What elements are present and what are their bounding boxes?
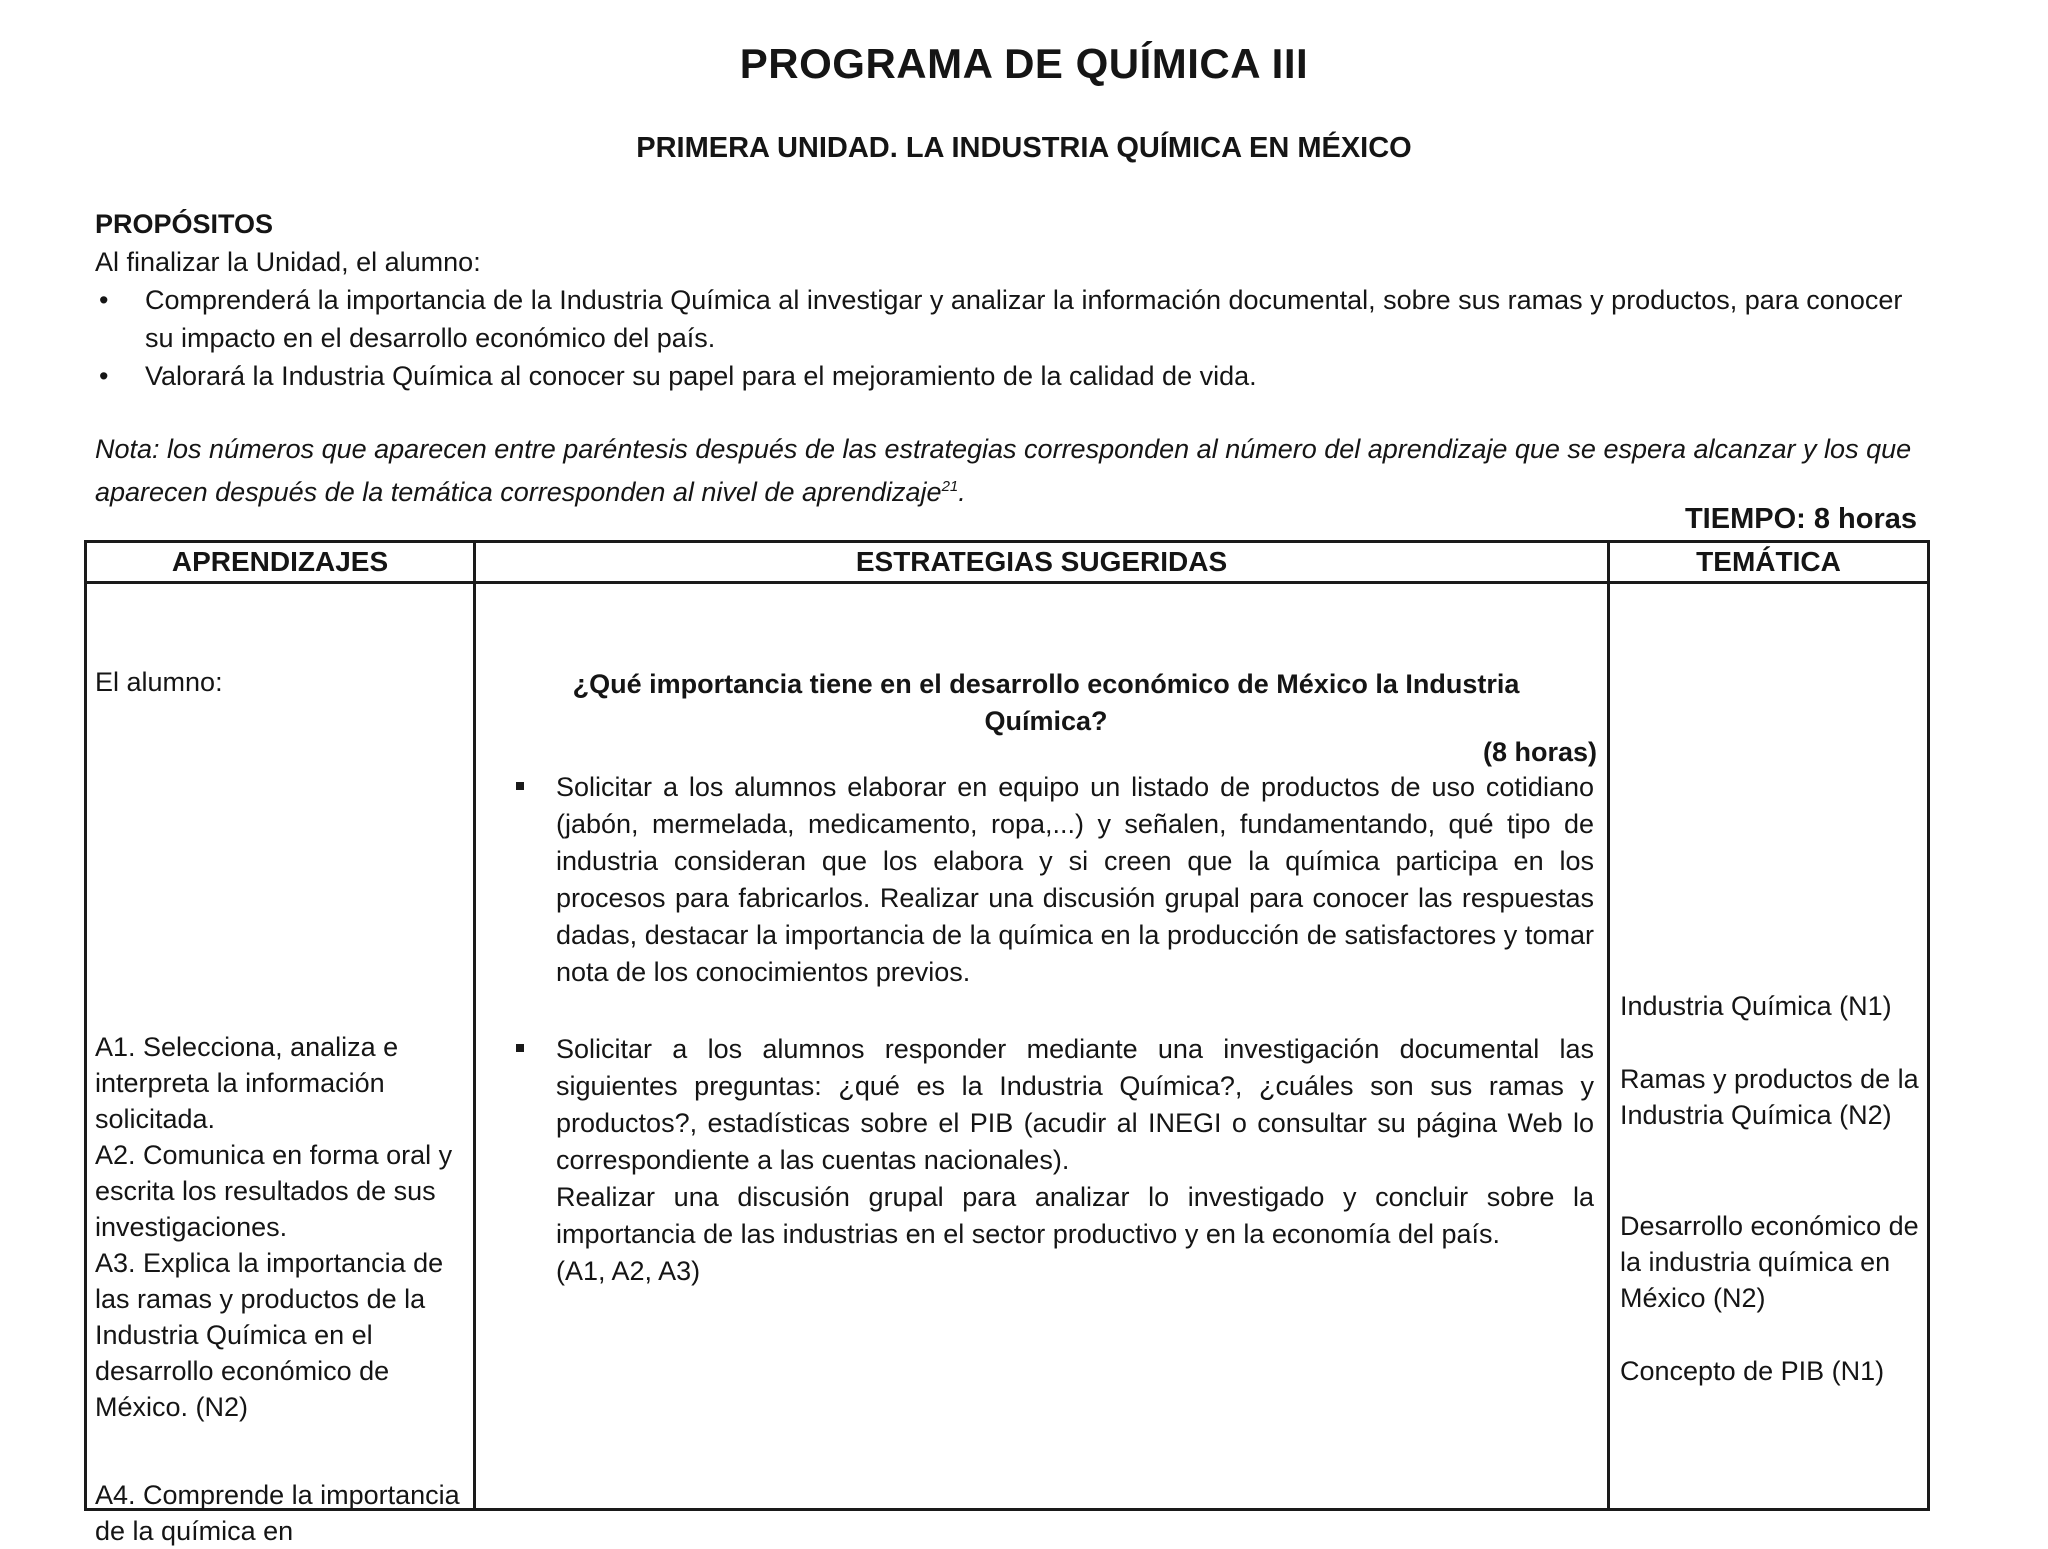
learning-outcomes bbox=[95, 1029, 465, 1425]
document-title: PROGRAMA DE QUÍMICA III bbox=[739, 40, 1309, 87]
strategy-text: Solicitar a los alumnos responder mediante una investigación documental las siguientes preguntas: ¿qué es la Industria Química?, ¿cuáles son sus ramas y productos?, estadísticas sobre el PIB (acudir al INEGI o consultar su página Web lo correspondiente a las cuentas nacionales). bbox=[556, 1034, 1594, 1175]
purpose-item: • Valorará la Industria Química al conocer su papel para el mejoramiento de la calidad de vida. bbox=[95, 357, 1925, 395]
topic-item: Ramas y productos de la Industria Química (N2) bbox=[1620, 1064, 1919, 1130]
purposes-section bbox=[95, 205, 1925, 395]
learning-intro: El alumno: bbox=[95, 667, 223, 697]
note-end: . bbox=[958, 477, 966, 507]
header-estrategias: ESTRATEGIAS SUGERIDAS bbox=[475, 542, 1609, 583]
header-aprendizajes: APRENDIZAJES bbox=[86, 542, 475, 583]
topic-item: Industria Química (N1) bbox=[1620, 991, 1892, 1021]
strategy-item bbox=[516, 1031, 1594, 1290]
purpose-item: • Comprenderá la importancia de la Industria Química al investigar y analizar la información documental, sobre sus ramas y productos, para conocer su impacto en el desarrollo económico del país. bbox=[95, 281, 1925, 357]
learning-cell bbox=[86, 583, 475, 1546]
header-tematica: TEMÁTICA bbox=[1609, 542, 1929, 583]
program-table bbox=[84, 540, 1930, 1546]
hours-label: (8 horas) bbox=[1482, 737, 1597, 767]
strategy-text: Solicitar a los alumnos elaborar en equipo un listado de productos de uso cotidiano (jabón, mermelada, medicamento, ropa,...) y señalen, fundamentando, qué tipo de industria consideran que los elabora y si creen que la química participa en los procesos para fabricarlos. Realizar una discusión grupal para conocer las respuestas dadas, destacar la importancia de la química en la producción de satisfactores y tomar nota de los conocimientos previos. bbox=[556, 772, 1594, 987]
purposes-intro: Al finalizar la Unidad, el alumno: bbox=[95, 247, 481, 277]
guiding-question: ¿Qué importancia tiene en el desarrollo económico de México la Industria Química? bbox=[572, 669, 1520, 736]
outcome-a1: A1. Selecciona, analiza e interpreta la información solicitada. bbox=[95, 1032, 399, 1134]
outcome-a3: A3. Explica la importancia de las ramas y productos de la Industria Química en el desarrollo económico de México. (N2) bbox=[95, 1248, 444, 1422]
strategy-item bbox=[516, 769, 1594, 991]
strategy-text: Realizar una discusión grupal para analizar lo investigado y concluir sobre la importancia de las industrias en el sector productivo y en la economía del país. bbox=[556, 1182, 1594, 1249]
outcome-a4: A4. Comprende la importancia de la química en bbox=[95, 1480, 460, 1546]
strategy-references: (A1, A2, A3) bbox=[556, 1256, 701, 1286]
note-text: Nota: los números que aparecen entre paréntesis después de las estrategias corresponden al número del aprendizaje que se espera alcanzar y los que aparecen después de la temática corresponden al nivel de aprendizaje bbox=[95, 434, 1912, 507]
topic-item: Desarrollo económico de la industria química en México (N2) bbox=[1620, 1211, 1919, 1313]
topics-cell bbox=[1609, 583, 1929, 1510]
purposes-heading: PROPÓSITOS bbox=[95, 209, 274, 239]
unit-title: PRIMERA UNIDAD. LA INDUSTRIA QUÍMICA EN MÉXICO bbox=[636, 132, 1412, 164]
purposes-list bbox=[95, 281, 1925, 395]
strategies-cell bbox=[475, 583, 1609, 1510]
outcome-a2: A2. Comunica en forma oral y escrita los resultados de sus investigaciones. bbox=[95, 1140, 453, 1242]
table-row bbox=[86, 583, 1929, 1510]
footnote-ref: 21 bbox=[941, 478, 959, 495]
table-header-row bbox=[86, 542, 1929, 583]
bullet-square-icon bbox=[516, 769, 526, 779]
note-paragraph bbox=[95, 430, 1925, 511]
topic-item: Concepto de PIB (N1) bbox=[1620, 1356, 1885, 1386]
bullet-square-icon bbox=[516, 1031, 526, 1041]
time-label: TIEMPO: 8 horas bbox=[1684, 503, 1917, 535]
